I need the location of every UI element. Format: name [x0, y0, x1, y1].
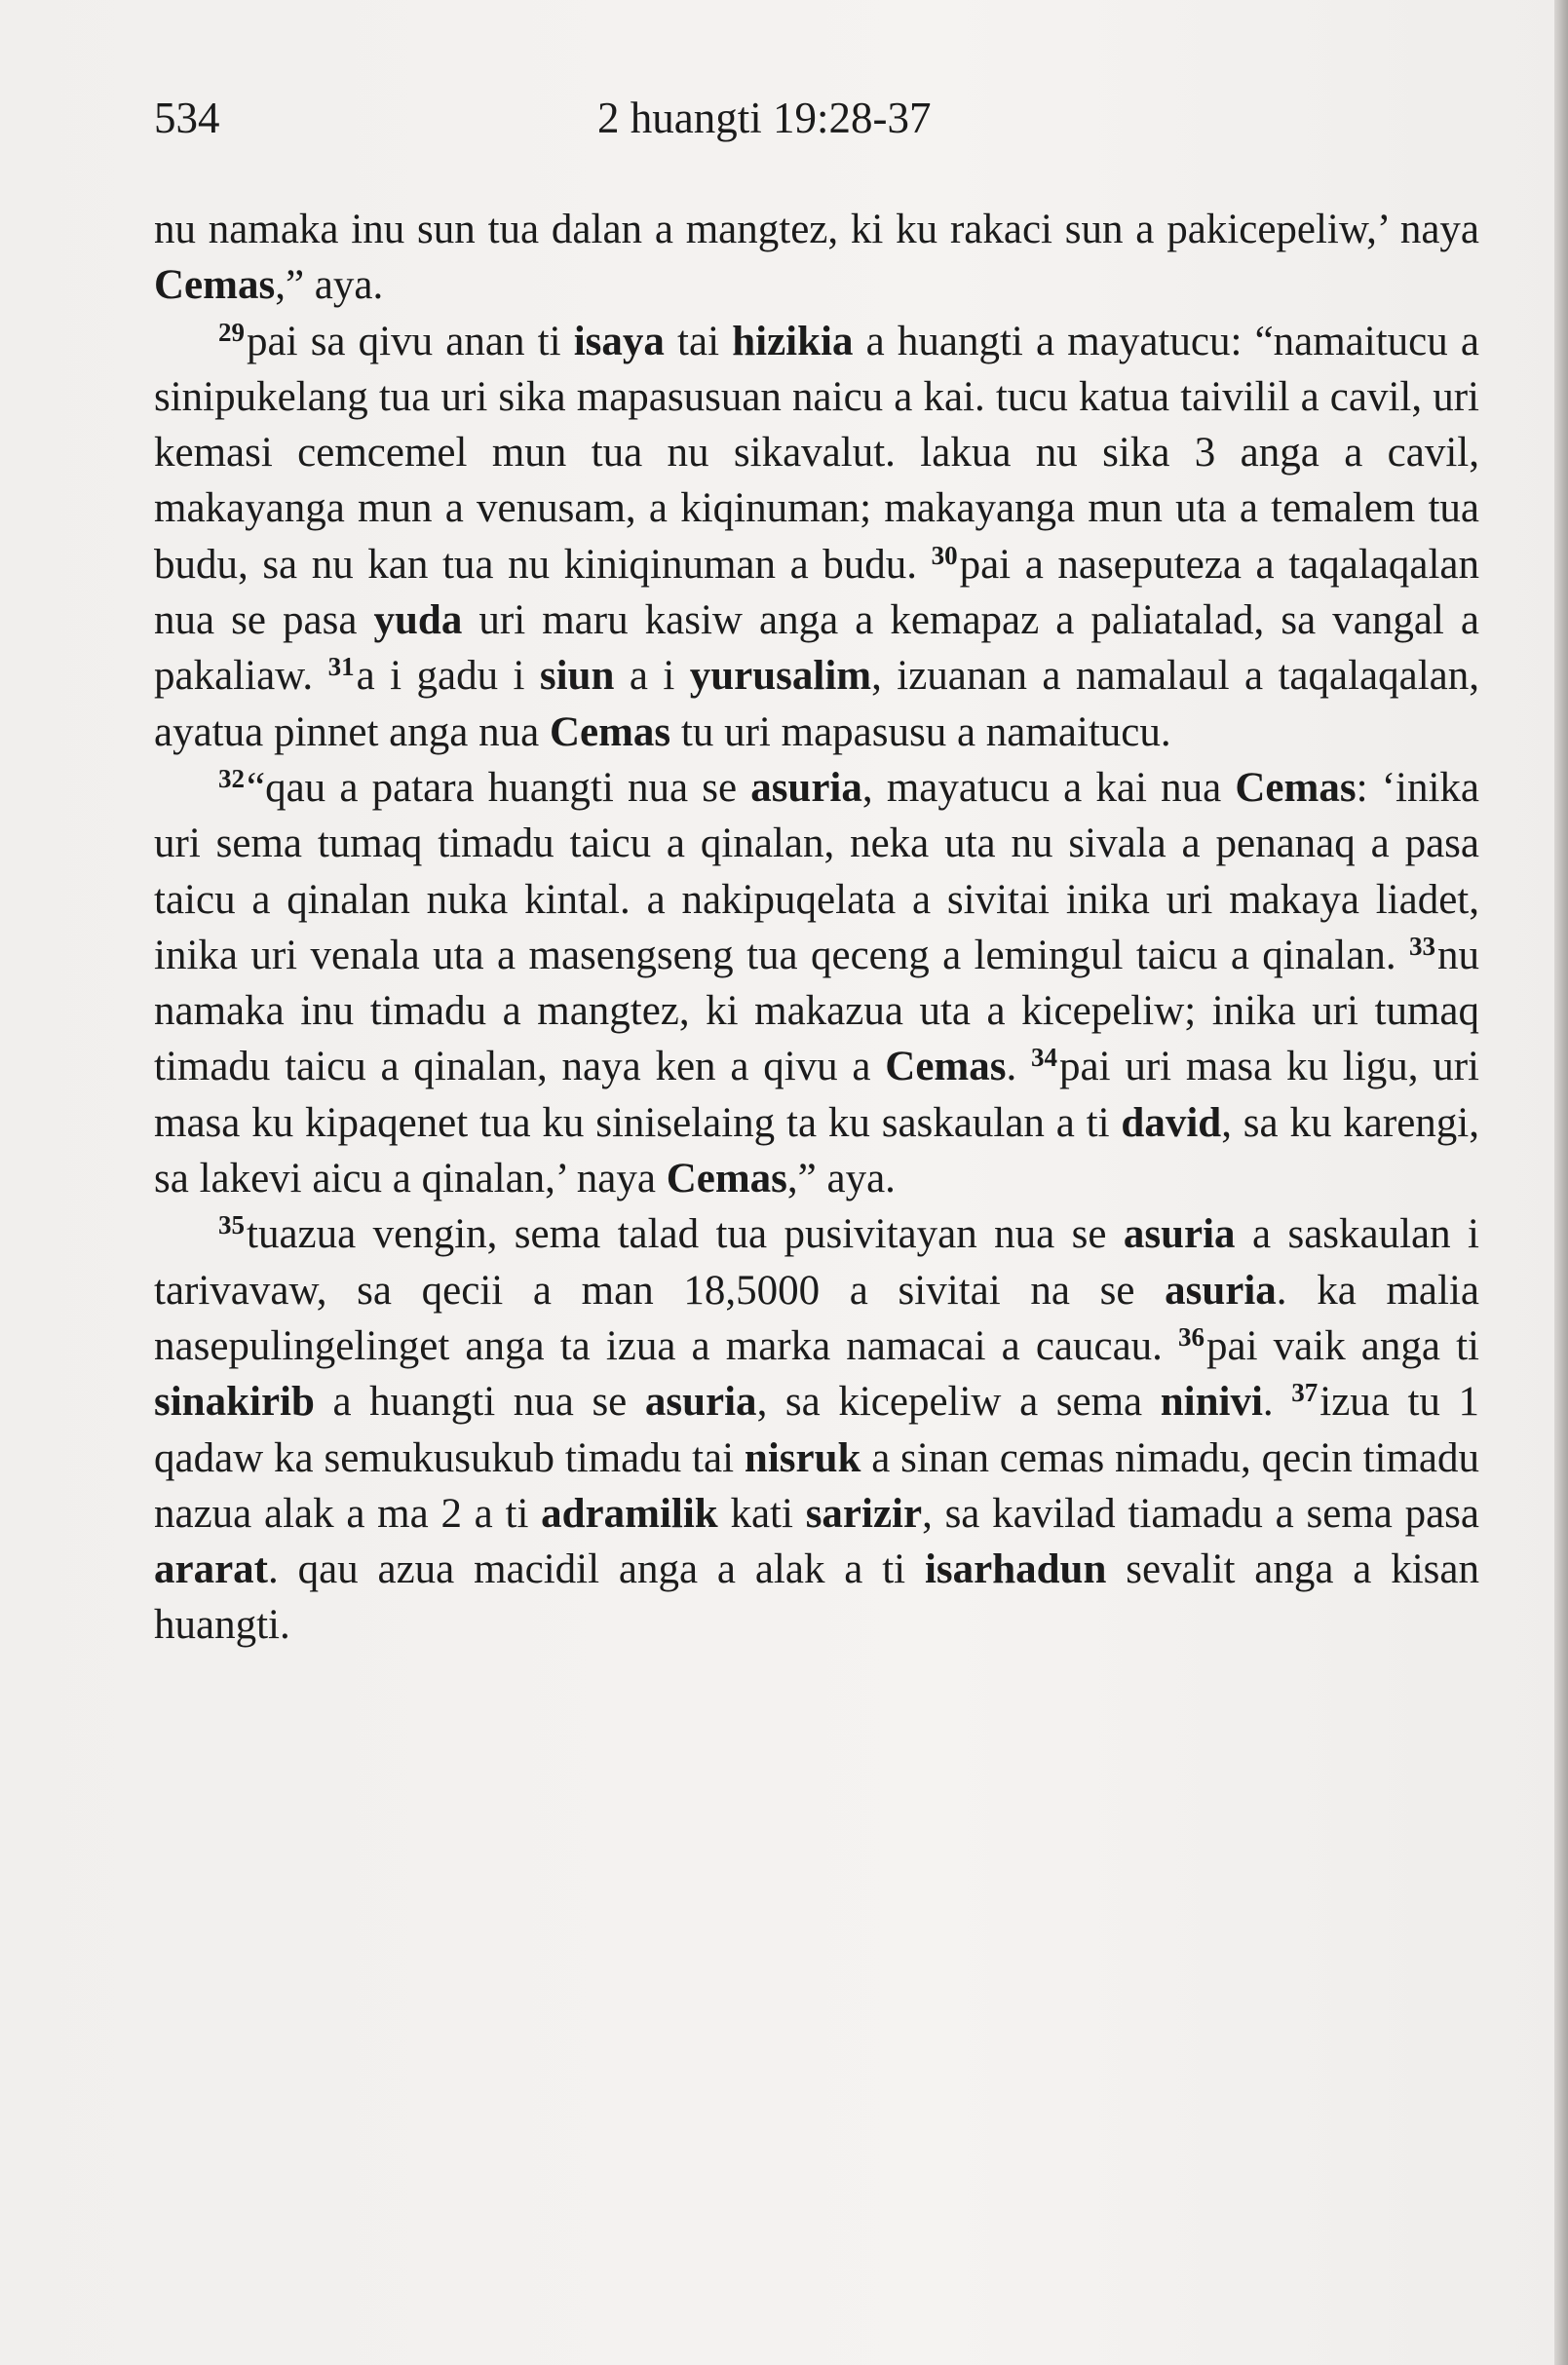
text-run: tu uri mapasusu a namaitucu.: [670, 708, 1171, 755]
bold-name: siun: [539, 653, 615, 700]
text-run: pai uri masa ku ligu, uri masa ku kipaqenet tua ku siniselaing ta ku saskaulan a ti: [154, 1044, 1479, 1146]
bold-name: asuria: [750, 764, 862, 811]
bold-name: asuria: [1123, 1211, 1236, 1258]
text-run: a sinan cemas nimadu, qecin timadu nazua alak a ma 2 a ti: [154, 1434, 1480, 1537]
text-run: a i: [614, 653, 690, 700]
verse-number: 32: [218, 763, 245, 793]
text-run: : ‘inika uri sema tumaq timadu taicu a qinalan, neka uta nu sivala a penanaq a pasa taicu a qinalan nuka kintal. a nakipuqelata a sivitai inika uri makaya liadet, inika uri venala uta a masengseng tua qeceng a lemingul taicu a qinalan.: [154, 764, 1479, 978]
verse-number: 33: [1409, 931, 1435, 961]
text-run: izua tu 1 qadaw ka semukusukub timadu tai: [154, 1379, 1480, 1481]
text-run: pai sa qivu anan ti: [247, 318, 574, 364]
text-run: , mayatucu a kai nua: [861, 764, 1236, 811]
text-run: , sa kicepeliw a sema: [756, 1379, 1161, 1426]
paragraph: [154, 760, 1479, 1206]
text-run: pai a naseputeza a taqalaqalan nua se pasa: [154, 541, 1479, 644]
bold-name: hizikia: [732, 318, 854, 364]
bold-name: sarizir: [805, 1490, 923, 1537]
running-head: 2 huangti 19:28-37: [597, 94, 932, 142]
bold-name: Cemas: [885, 1044, 1007, 1090]
text-run: kati: [717, 1490, 806, 1537]
bold-name: sinakirib: [154, 1379, 315, 1426]
bold-name: yurusalim: [689, 653, 872, 700]
bold-name: yuda: [373, 597, 463, 644]
text-run: . ka malia nasepulingelinget anga ta izua a marka namacai a caucau.: [154, 1267, 1479, 1369]
verse-number: 36: [1178, 1321, 1205, 1352]
bold-name: asuria: [644, 1379, 757, 1426]
paragraph: [154, 314, 1479, 760]
text-run: tuazua vengin, sema talad tua pusivitayan nua se: [247, 1211, 1124, 1258]
bold-name: asuria: [1165, 1267, 1277, 1314]
text-run: pai vaik anga ti: [1206, 1322, 1479, 1369]
verse-number: 35: [218, 1210, 245, 1240]
paragraph: [154, 202, 1479, 314]
bold-name: ninivi: [1160, 1379, 1263, 1426]
verse-number: 37: [1291, 1378, 1319, 1408]
text-run: a saskaulan i tarivavaw, sa qecii a man 18,5000 a sivitai na se: [154, 1211, 1479, 1314]
text-run: uri maru kasiw anga a kemapaz a paliatalad, sa vangal a pakaliaw.: [154, 597, 1479, 700]
text-run: .: [1262, 1379, 1292, 1426]
bold-name: Cemas: [549, 708, 671, 755]
bold-name: adramilik: [541, 1490, 718, 1537]
text-run: ,” aya.: [275, 262, 384, 309]
bold-name: ararat: [154, 1546, 268, 1593]
text-run: . qau azua macidil anga a alak a ti: [268, 1546, 925, 1593]
verse-number: 31: [327, 652, 355, 682]
bold-name: Cemas: [666, 1156, 787, 1202]
text-run: , sa ku karengi, sa lakevi aicu a qinalan,’ naya: [154, 1099, 1479, 1202]
verse-number: 29: [218, 317, 245, 347]
text-run: a i gadu i: [356, 653, 540, 700]
bold-name: isaya: [573, 318, 665, 364]
text-run: nu namaka inu sun tua dalan a mangtez, ki ku rakaci sun a pakicepeliw,’ naya: [154, 207, 1479, 252]
verse-number: 30: [931, 540, 958, 570]
text-run: ,” aya.: [786, 1156, 896, 1202]
bold-name: nisruk: [744, 1434, 861, 1481]
text-run: sevalit anga a kisan huangti.: [154, 1546, 1479, 1649]
bold-name: david: [1121, 1099, 1222, 1146]
text-run: “qau a patara huangti nua se: [247, 764, 751, 811]
text-run: , izuanan a namalaul a taqalaqalan, ayatua pinnet anga nua: [154, 653, 1479, 755]
text-run: tai: [664, 318, 733, 364]
body-text: [154, 202, 1479, 1654]
bold-name: Cemas: [1235, 764, 1357, 811]
bold-name: isarhadun: [924, 1546, 1107, 1593]
bold-name: Cemas: [154, 262, 276, 309]
verse-number: 34: [1031, 1043, 1058, 1073]
text-run: , sa kavilad tiamadu a sema pasa: [922, 1490, 1479, 1537]
text-run: a huangti a mayatucu: “namaitucu a sinipukelang tua uri sika mapasusuan naicu a kai. tucu katua taivilil a cavil, uri kemasi cemcemel mun tua nu sikavalut. lakua nu sika 3 anga a cavil, makayanga mun a venusam, a kiqinuman; makayanga mun uta a temalem tua budu, sa nu kan tua nu kiniqinuman a budu.: [154, 318, 1480, 588]
page-number: 534: [154, 94, 220, 142]
paragraph: [154, 1206, 1479, 1653]
text-run: a huangti nua se: [314, 1379, 645, 1426]
page-edge: [1554, 0, 1568, 2365]
page-header: [154, 93, 1479, 151]
text-run: .: [1006, 1044, 1032, 1090]
text-run: nu namaka inu timadu a mangtez, ki makazua uta a kicepeliw; inika uri tumaq timadu taicu a qinalan, naya ken a qivu a: [154, 932, 1479, 1090]
